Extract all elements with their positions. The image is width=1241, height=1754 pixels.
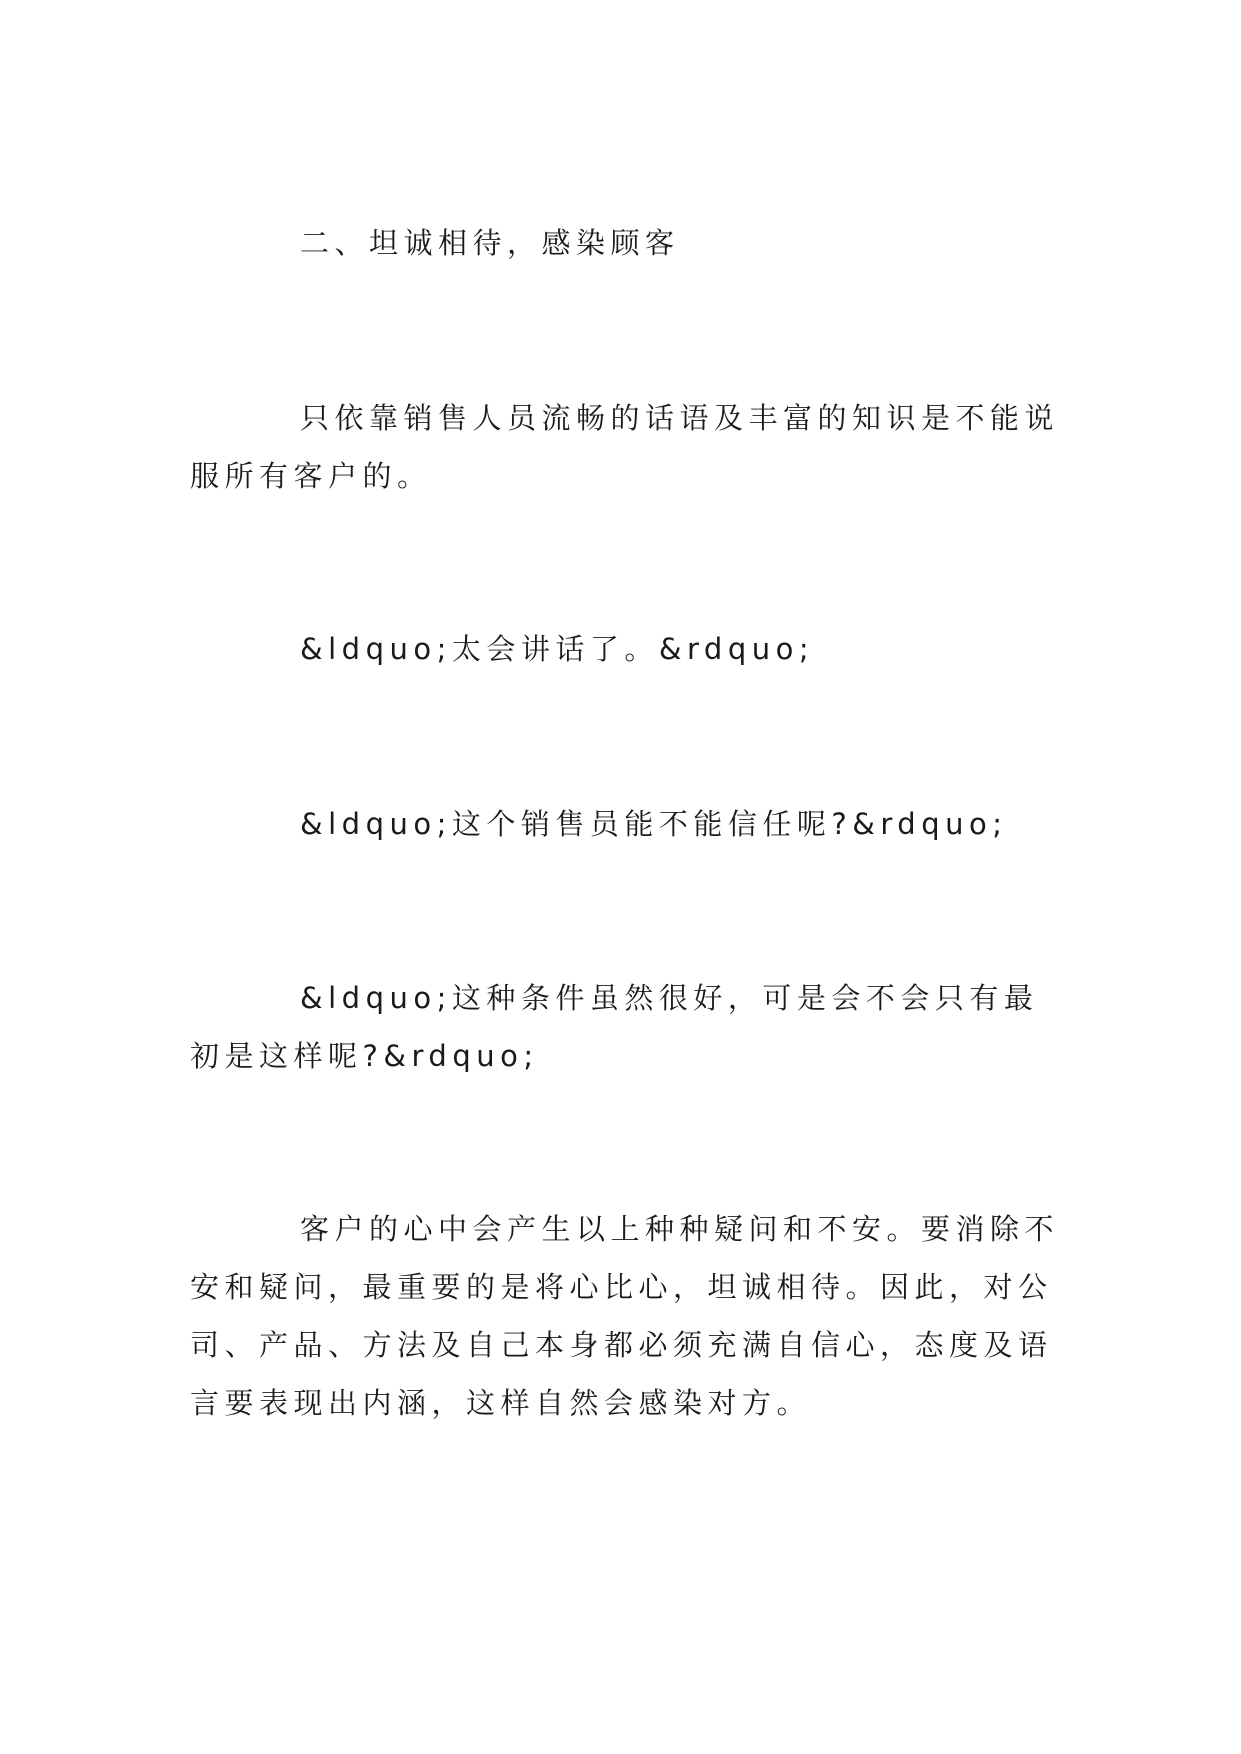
paragraph: 客户的心中会产生以上种种疑问和不安。要消除不安和疑问，最重要的是将心比心，坦诚相待。因此，对公司、产品、方法及自己本身都必须充满自信心，态度及语言要表现出内涵，这样自然会感染对方。 [190, 1212, 1060, 1420]
paragraph: 只依靠销售人员流畅的话语及丰富的知识是不能说服所有客户的。 [190, 401, 1060, 493]
quote-paragraph: &ldquo;这种条件虽然很好，可是会不会只有最初是这样呢?&rdquo; [190, 981, 1039, 1073]
quote-paragraph: &ldquo;这个销售员能不能信任呢?&rdquo; [300, 807, 1008, 841]
quote-paragraph: &ldquo;太会讲话了。&rdquo; [300, 632, 815, 666]
section-heading: 二、坦诚相待，感染顾客 [300, 226, 680, 260]
